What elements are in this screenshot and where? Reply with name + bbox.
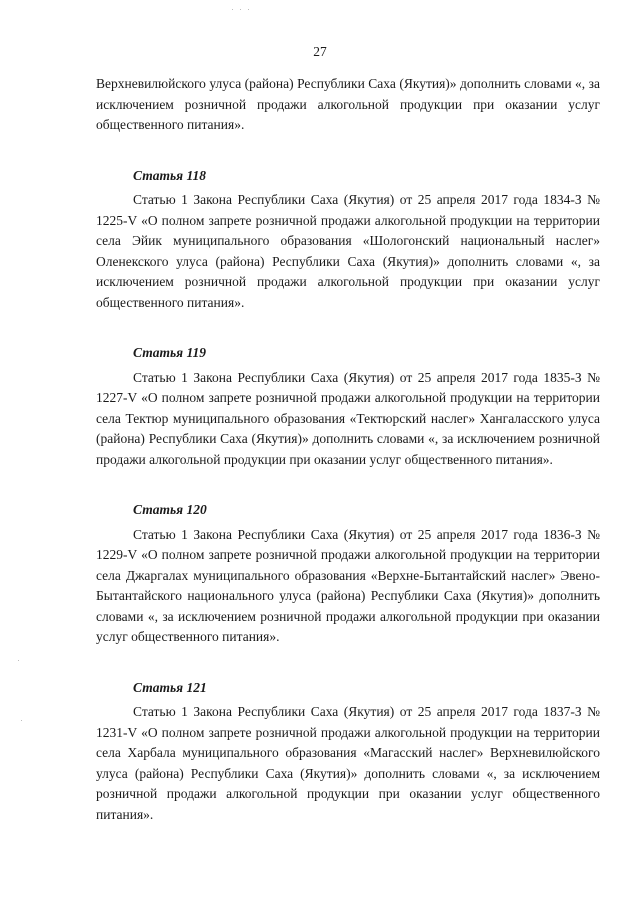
scan-speck bbox=[248, 9, 249, 10]
continuation-paragraph: Верхневилюйского улуса (района) Республики Саха (Якутия)» дополнить словами «, за исключением розничной продажи алкогольной продукции при оказании услуг общественного питания». bbox=[96, 76, 600, 132]
scan-speck bbox=[21, 720, 22, 721]
article-118 bbox=[96, 166, 600, 314]
article-121 bbox=[96, 678, 600, 826]
page-number: 27 bbox=[313, 44, 327, 59]
article-120 bbox=[96, 500, 600, 648]
document-body bbox=[96, 74, 600, 825]
article-title: Статья 119 bbox=[133, 345, 206, 360]
article-title: Статья 121 bbox=[133, 679, 207, 695]
article-119 bbox=[96, 343, 600, 470]
scan-speck bbox=[232, 9, 233, 10]
article-title: Статья 118 bbox=[133, 167, 206, 183]
article-text: Статью 1 Закона Республики Саха (Якутия) от 25 апреля 2017 года 1835-З № 1227-V «О полном запрете розничной продажи алкогольной продукции на территории села Тектюр муниципального образования «Тектюрский наслег» Хангаласского улуса (района) Республики Саха (Якутия)» дополнить словами «, за исключением розничной продажи алкогольной продукции при оказании услуг общественного питания». bbox=[96, 369, 600, 467]
scan-speck bbox=[240, 9, 241, 10]
article-text: Статью 1 Закона Республики Саха (Якутия) от 25 апреля 2017 года 1836-З № 1229-V «О полном запрете розничной продажи алкогольной продукции на территории села Джаргалах муниципального образования «Верхне-Бытантайский наслег» Эвено-Бытантайского национального улуса (района) Республики Саха (Якутия)» дополнить словами «, за исключением розничной продажи алкогольной продукции при оказании услуг общественного питания». bbox=[96, 526, 600, 644]
article-text: Статью 1 Закона Республики Саха (Якутия) от 25 апреля 2017 года 1834-З № 1225-V «О полном запрете розничной продажи алкогольной продукции на территории села Эйик муниципального образования «Шологонский национальный наслег» Оленекского улуса (района) Республики Саха (Якутия)» дополнить словами «, за исключением розничной продажи алкогольной продукции при оказании услуг общественного питания». bbox=[96, 192, 600, 310]
scan-speck bbox=[18, 660, 19, 661]
article-text: Статью 1 Закона Республики Саха (Якутия) от 25 апреля 2017 года 1837-З № 1231-V «О полном запрете розничной продажи алкогольной продукции на территории села Харбала муниципального образования «Магасский наслег» Верхневилюйского улуса (района) Республики Саха (Якутия)» дополнить словами «, за исключением розничной продажи алкогольной продукции при оказании услуг общественного питания». bbox=[96, 704, 600, 822]
article-title: Статья 120 bbox=[133, 502, 207, 517]
